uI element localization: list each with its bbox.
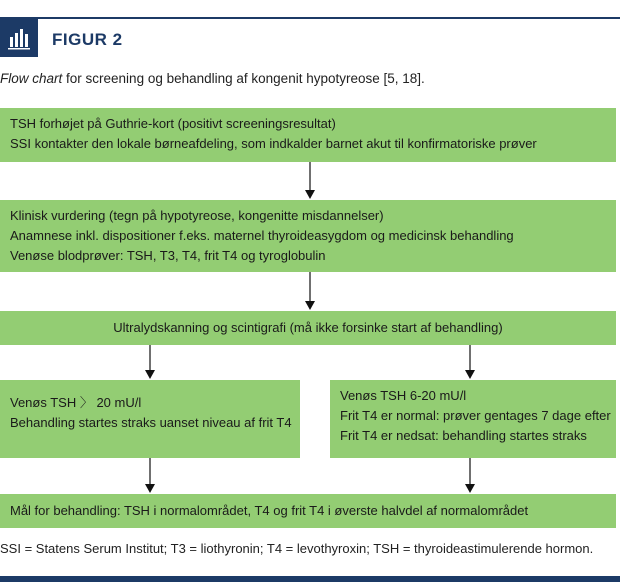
arrow-imaging-to-high-tsh [145,345,155,379]
caption-italic: Flow chart [0,71,63,86]
box-line: Venøs TSH 6-20 mU/l [340,388,467,403]
box-line: Klinisk vurdering (tegn på hypotyreose, kongenitte misdannelser) [10,208,384,223]
arrow-screening-to-assessment [305,162,315,199]
arrow-mid-tsh-to-goal [465,458,475,493]
box-line: Anamnese inkl. dispositioner f.eks. maternel thyroideasygdom og medicinsk behandling [10,228,514,243]
arrow-assessment-to-imaging [305,272,315,310]
abbreviation-footnote: SSI = Statens Serum Institut; T3 = liothyronin; T4 = levothyroxin; TSH = thyroideastimulerende hormon. [0,541,594,556]
box-line: Frit T4 er nedsat: behandling startes straks [340,428,587,443]
arrow-imaging-to-mid-tsh [465,345,475,379]
box-line: Venøse blodprøver: TSH, T3, T4, frit T4 og tyroglobulin [10,248,326,263]
arrow-high-tsh-to-goal [145,458,155,493]
box-line: Ultralydskanning og scintigrafi (må ikke forsinke start af behandling) [113,320,503,335]
bottom-rule [0,576,620,582]
box-line: Behandling startes straks uanset niveau af frit T4 [10,415,292,430]
box-line: TSH forhøjet på Guthrie-kort (positivt screeningsresultat) [10,116,336,131]
figure-label: FIGUR 2 [52,30,123,49]
box-line: Venøs TSH 〉 20 mU/l [10,395,142,410]
caption-text: for screening og behandling af kongenit hypotyreose [5, 18]. [62,71,425,86]
box-line: SSI kontakter den lokale børneafdeling, som indkalder barnet akut til konfirmatoriske prøver [10,136,537,151]
box-line: Frit T4 er normal: prøver gentages 7 dage efter [340,408,611,423]
box-line: Mål for behandling: TSH i normalområdet, T4 og frit T4 i øverste halvdel af normalområdet [10,503,529,518]
